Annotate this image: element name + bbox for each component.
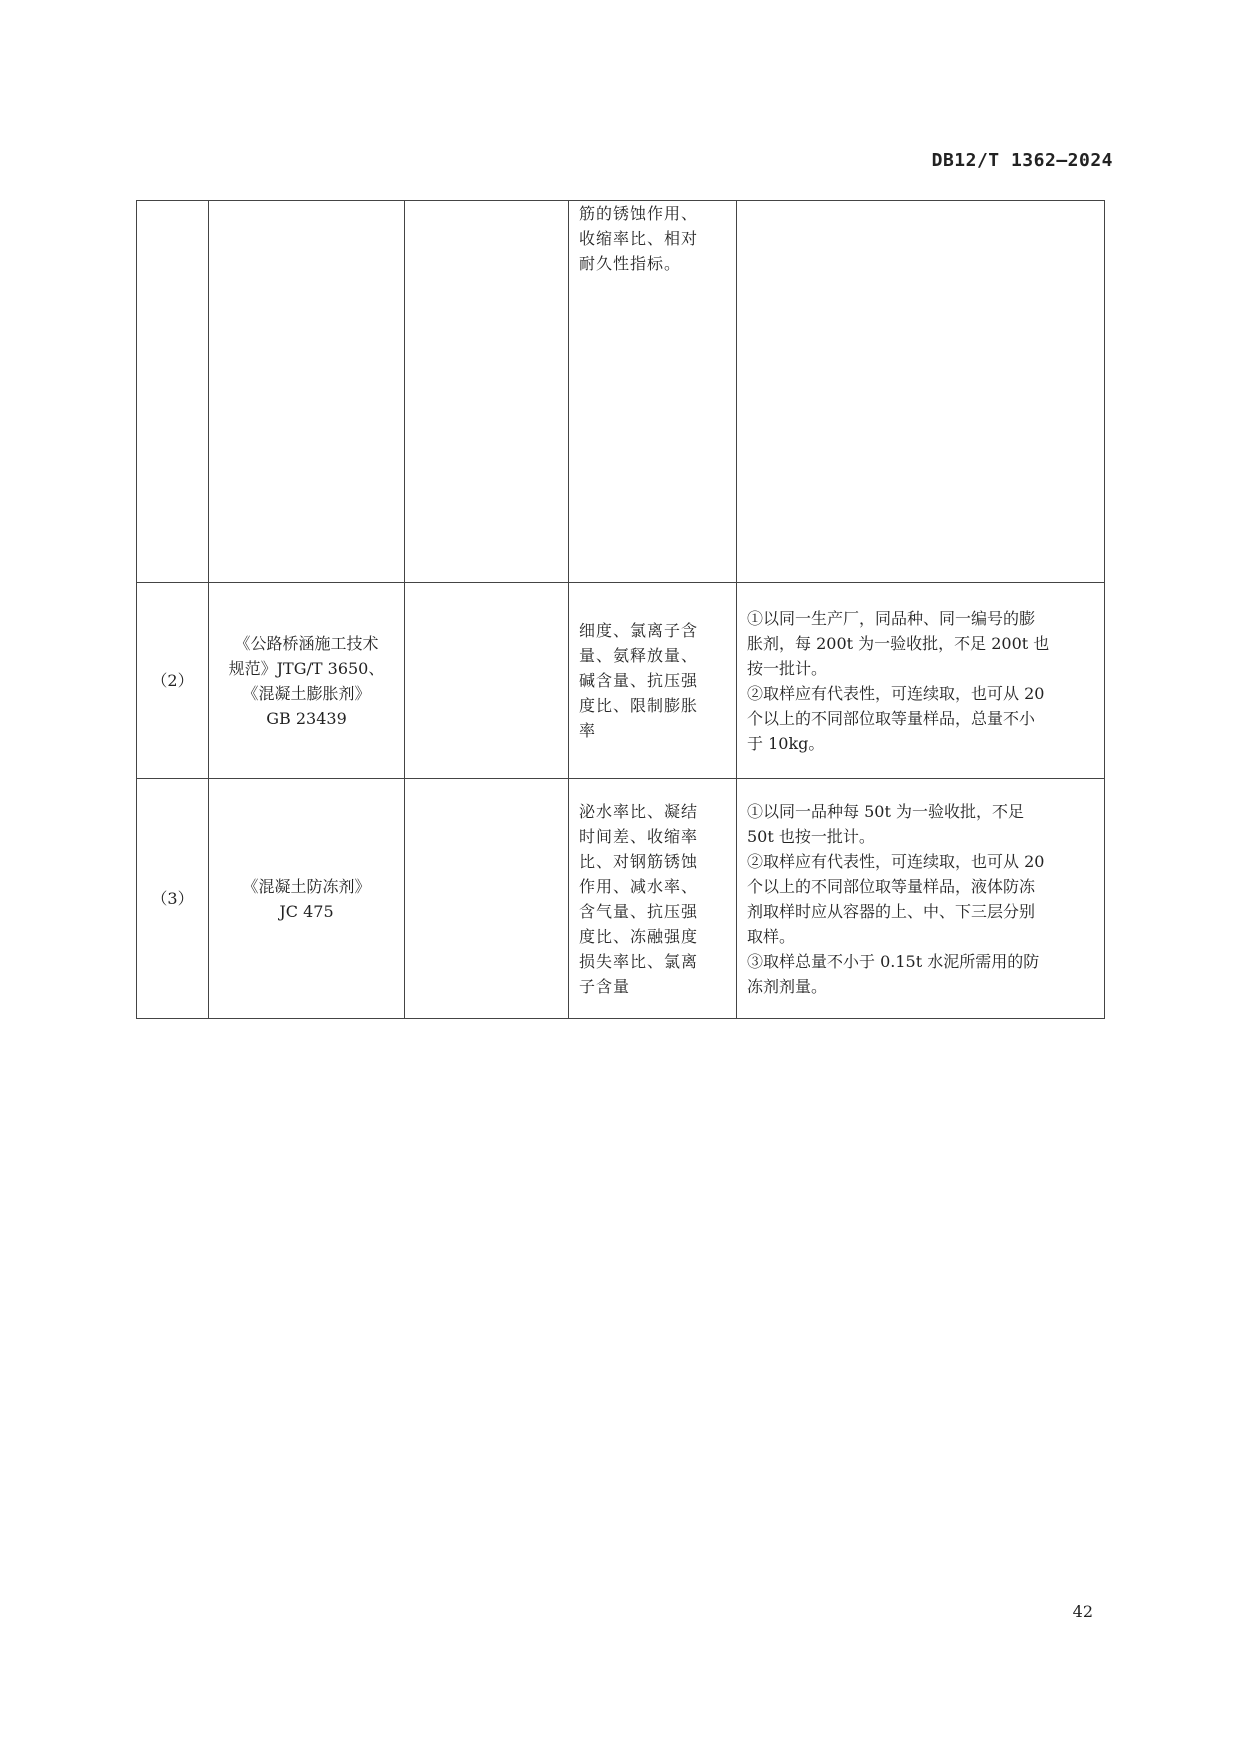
standard-line: 《公路桥涵施工技术 [234, 633, 379, 653]
rules-line: 剂取样时应从容器的上、中、下三层分别 [747, 901, 1036, 921]
table-row-continued [137, 201, 1105, 583]
standard-line: 《混凝土膨胀剂》 [242, 683, 371, 703]
inspection-table [136, 200, 1105, 1019]
cell-index: （2） [137, 583, 209, 779]
cell-rules [737, 201, 1105, 583]
rules-line: 个以上的不同部位取等量样品，液体防冻 [747, 876, 1036, 896]
cell-standard [209, 779, 405, 1019]
cell-col3 [405, 779, 569, 1019]
document-code: DB12/T 1362—2024 [931, 150, 1113, 171]
items-line: 含气量、抗压强 [579, 901, 699, 921]
cell-index: （3） [137, 779, 209, 1019]
table-row-2 [137, 583, 1105, 779]
cell-rules [737, 779, 1105, 1019]
items-line: 收缩率比、相对 [579, 229, 699, 248]
items-line: 量、氨释放量、 [579, 646, 699, 665]
rules-line: ②取样应有代表性，可连续取，也可从 20 [747, 851, 1045, 871]
items-line: 筋的锈蚀作用、 [579, 204, 699, 223]
items-line: 细度、氯离子含 [579, 621, 699, 640]
cell-items [569, 583, 737, 779]
cell-items [569, 779, 737, 1019]
cell-col3 [405, 583, 569, 779]
page-number: 42 [1072, 1602, 1093, 1621]
rules-line: ①以同一生产厂，同品种、同一编号的膨 [747, 608, 1036, 628]
rules-line: 按一批计。 [747, 658, 828, 678]
rules-line: 冻剂剂量。 [747, 976, 828, 996]
standard-line: GB 23439 [266, 708, 347, 728]
items-line: 损失率比、氯离 [579, 951, 699, 971]
standard-line: 规范》JTG/T 3650、 [228, 658, 385, 678]
rules-line: 个以上的不同部位取等量样品，总量不小 [747, 708, 1036, 728]
items-line: 碱含量、抗压强 [579, 671, 699, 690]
standard-line: JC 475 [279, 901, 334, 921]
rules-line: ①以同一品种每 50t 为一验收批，不足 [747, 801, 1024, 821]
standard-line: 《混凝土防冻剂》 [242, 876, 371, 896]
items-line: 比、对钢筋锈蚀 [579, 851, 699, 871]
items-line: 时间差、收缩率 [579, 826, 699, 846]
rules-line: ②取样应有代表性，可连续取，也可从 20 [747, 683, 1045, 703]
items-line: 率 [579, 721, 597, 740]
rules-line: ③取样总量不小于 0.15t 水泥所需用的防 [747, 951, 1040, 971]
rules-line: 50t 也按一批计。 [747, 826, 875, 846]
cell-standard [209, 583, 405, 779]
cell-items [569, 201, 737, 583]
items-line: 度比、冻融强度 [579, 926, 699, 946]
rules-line: 取样。 [747, 926, 796, 946]
items-line: 子含量 [579, 976, 631, 996]
items-line: 泌水率比、凝结 [579, 801, 699, 821]
cell-col3 [405, 201, 569, 583]
cell-rules [737, 583, 1105, 779]
cell-standard [209, 201, 405, 583]
items-line: 作用、减水率、 [579, 876, 699, 896]
items-line: 耐久性指标。 [579, 254, 682, 273]
items-line: 度比、限制膨胀 [579, 696, 699, 715]
cell-index [137, 201, 209, 583]
rules-line: 胀剂，每 200t 为一验收批，不足 200t 也 [747, 633, 1050, 653]
rules-line: 于 10kg。 [747, 733, 825, 753]
table-row-3 [137, 779, 1105, 1019]
